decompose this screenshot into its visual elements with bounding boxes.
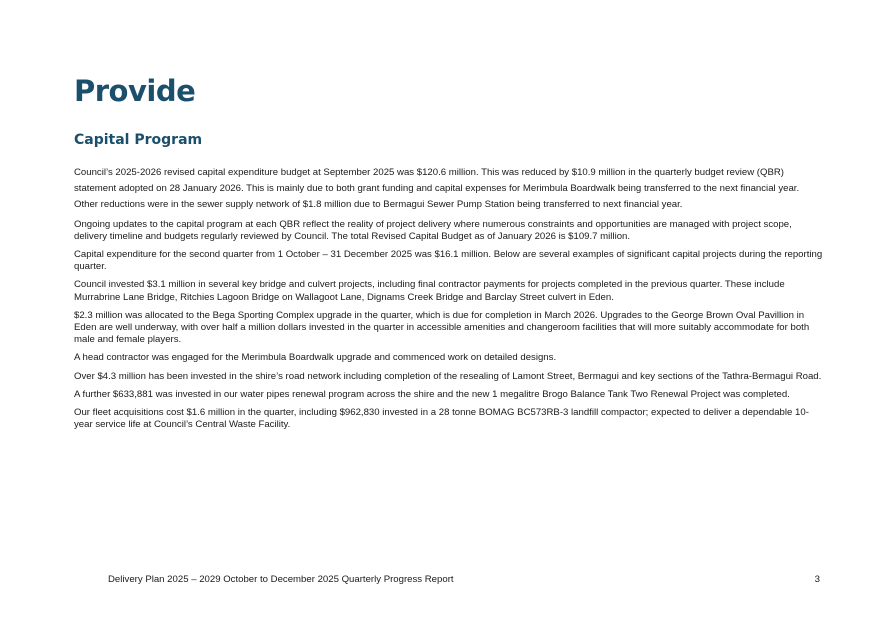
paragraph-fleet: Our fleet acquisitions cost $1.6 million in the quarter, including $962,830 invested in a 28 tonne BOMAG BC573RB-3 landfill compactor; expected to deliver a dependable 10-year service life at Council’s Central Waste Facility. bbox=[74, 407, 809, 431]
section-heading: Capital Program bbox=[74, 132, 203, 148]
paragraph-roads: Over $4.3 million has been invested in the shire’s road network including completion of the resealing of Lamont Street, Bermagui and key sections of the Tathra-Bermagui Road. bbox=[74, 370, 822, 382]
paragraph-quarter-expenditure: Capital expenditure for the second quarter from 1 October – 31 December 2025 was $16.1 million. Below are several examples of significant capital projects during the reporting quarter. bbox=[74, 249, 823, 273]
footer-text: Delivery Plan 2025 – 2029 October to December 2025 Quarterly Progress Report bbox=[108, 574, 454, 585]
page-number: 3 bbox=[814, 574, 820, 585]
paragraph-budget: Council’s 2025-2026 revised capital expenditure budget at September 2025 was $120.6 million. This was reduced by $10.9 million in the quarterly budget review (QBR) statement adopted on 28 January 2026. This is mainly due to both grant funding and capital expenses for Merimbula Boardwalk being transferred to the next financial year. Other reductions were in the sewer supply network of $1.8 million due to Bermagui Sewer Pump Station being transferred to next financial year. bbox=[74, 167, 800, 211]
page-title: Provide bbox=[74, 74, 196, 108]
paragraph-capital-updates: Ongoing updates to the capital program at each QBR reflect the reality of project delivery where numerous constraints and opportunities are managed with project scope, delivery timeline and budgets regularly reviewed by Council. The total Revised Capital Budget as of January 2026 is $109.7 million. bbox=[74, 218, 792, 242]
paragraph-bridges: Council invested $3.1 million in several key bridge and culvert projects, including final contractor payments for projects completed in the previous quarter. These include Murrabrine Lane Bridge, Ritchies Lagoon Bridge on Wallagoot Lane, Dignams Creek Bridge and Barclay Street culvert in Eden. bbox=[74, 279, 785, 303]
paragraph-boardwalk: A head contractor was engaged for the Merimbula Boardwalk upgrade and commenced work on detailed designs. bbox=[74, 352, 557, 364]
paragraph-sporting-complex: $2.3 million was allocated to the Bega Sporting Complex upgrade in the quarter, which is due for completion in March 2026. Upgrades to the George Brown Oval Pavillion in Eden are well underway, with over half a million dollars invested in the quarter in accessible amenities and changeroom facilities that will more suitably accommodate for both male and female players. bbox=[74, 309, 810, 346]
page-footer bbox=[108, 574, 820, 585]
body-text bbox=[74, 165, 824, 437]
paragraph-water: A further $633,881 was invested in our water pipes renewal program across the shire and the new 1 megalitre Brogo Balance Tank Two Renewal Project was completed. bbox=[74, 388, 790, 400]
